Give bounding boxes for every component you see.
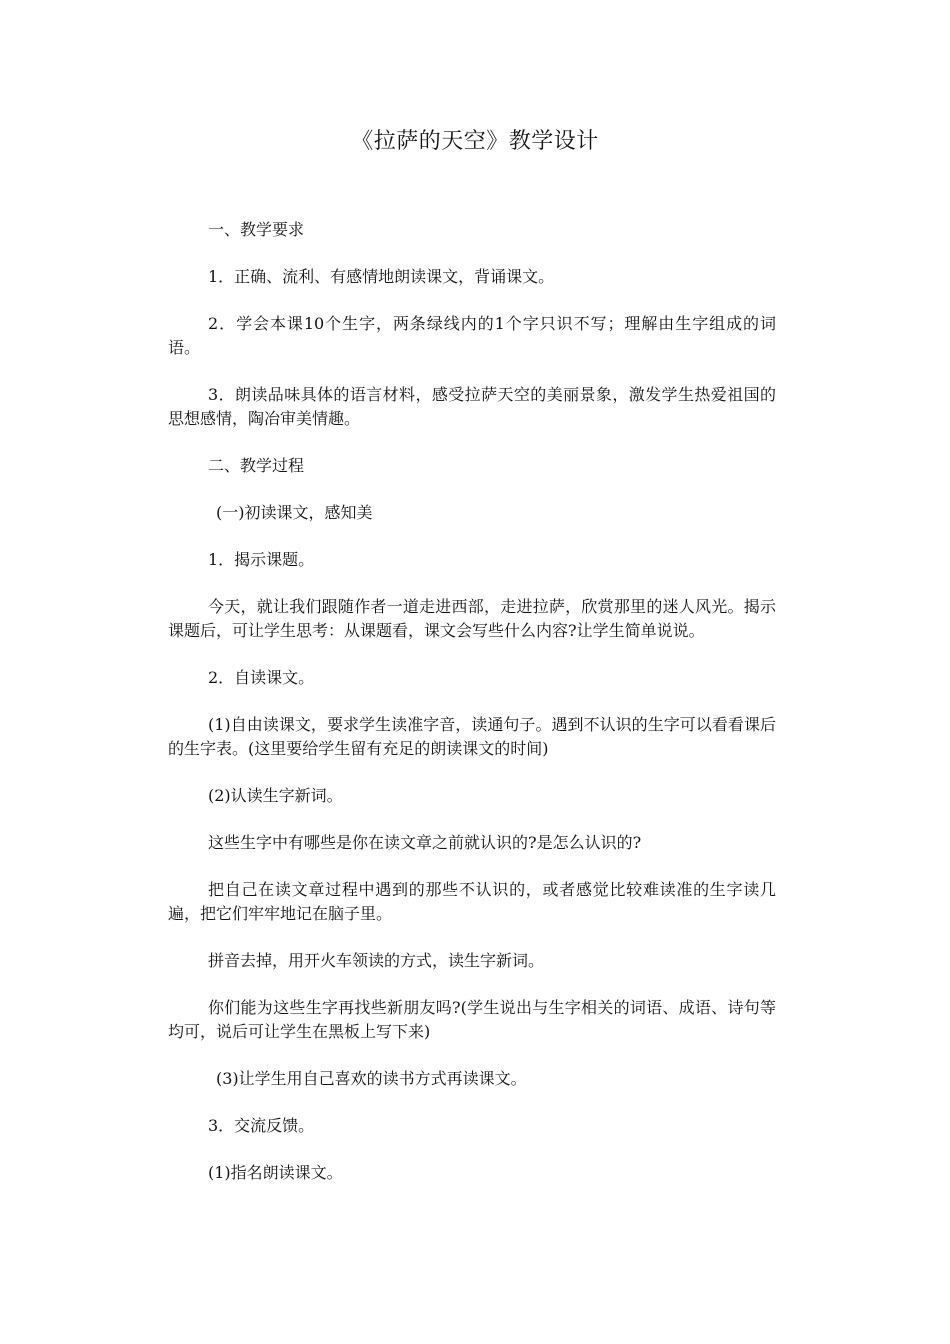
requirement-item-1: 1．正确、流利、有感情地朗读课文，背诵课文。: [208, 267, 555, 286]
paragraph-new-words: (2)认读生字新词。: [208, 786, 343, 805]
subsection-heading-1: (一)初读课文，感知美: [216, 503, 373, 522]
step-heading-3: 3．交流反馈。: [208, 1116, 315, 1135]
paragraph-reread: (3)让学生用自己喜欢的读书方式再读课文。: [216, 1069, 527, 1088]
document-body: [168, 218, 776, 1208]
requirement-item-2: 2．学会本课10个生字，两条绿线内的1个字只识不写；理解由生字组成的词语。: [168, 314, 776, 357]
paragraph-practice: 把自己在读文章过程中遇到的那些不认识的，或者感觉比较难读准的生字读几遍，把它们牢牢地记在脑子里。: [168, 880, 776, 923]
paragraph-read-aloud: (1)指名朗读课文。: [208, 1163, 343, 1182]
paragraph-free-reading: (1)自由读课文，要求学生读准字音，读通句子。遇到不认识的生字可以看看课后的生字表。(这里要给学生留有充足的朗读课文的时间): [168, 715, 776, 758]
step-heading-2: 2．自读课文。: [208, 668, 315, 687]
paragraph-question: 这些生字中有哪些是你在读文章之前就认识的?是怎么认识的?: [208, 833, 642, 852]
section-heading-requirements: 一、教学要求: [208, 220, 305, 239]
paragraph-pinyin: 拼音去掉，用开火车领读的方式，读生字新词。: [208, 951, 545, 970]
section-heading-process: 二、教学过程: [208, 456, 305, 475]
step-heading-1: 1．揭示课题。: [208, 550, 315, 569]
document-title: 《拉萨的天空》教学设计: [351, 129, 599, 154]
paragraph-new-friends: 你们能为这些生字再找些新朋友吗?(学生说出与生字相关的词语、成语、诗句等均可，说后可让学生在黑板上写下来): [168, 998, 776, 1041]
paragraph-intro: 今天，就让我们跟随作者一道走进西部，走进拉萨，欣赏那里的迷人风光。揭示课题后，可让学生思考：从课题看，课文会写些什么内容?让学生简单说说。: [168, 597, 776, 640]
requirement-item-3: 3．朗读品味具体的语言材料，感受拉萨天空的美丽景象，激发学生热爱祖国的思想感情，陶冶审美情趣。: [168, 385, 776, 428]
